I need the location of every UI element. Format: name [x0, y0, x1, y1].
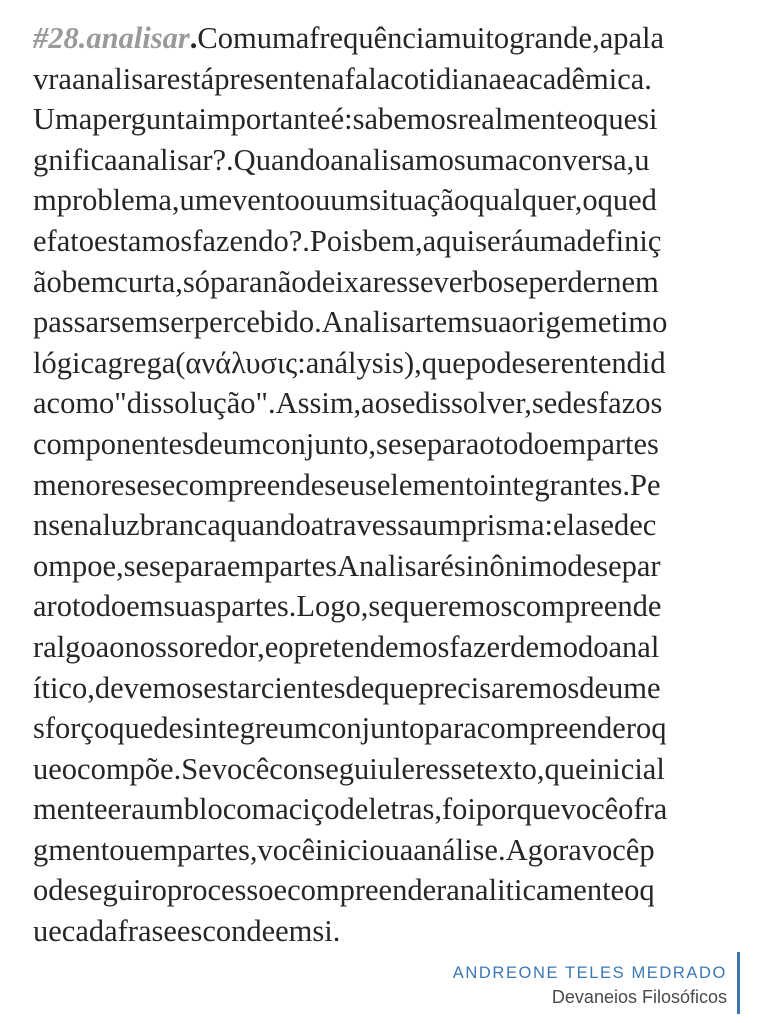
signature-accent-bar — [737, 952, 740, 1014]
entry-line: ãobemcurta,sóparanãodeixaresseverboseperdernem — [33, 264, 659, 299]
entry-line: Umaperguntaimportanteé:sabemosrealmenteoquesi — [33, 102, 658, 137]
entry-number-dot: . — [189, 21, 198, 55]
entry-line: menteeraumblocomaciçodeletras,foiporquevocêofra — [33, 792, 668, 827]
author-name: ANDREONE TELES MEDRADO — [452, 964, 727, 982]
entry-first-line — [33, 18, 738, 59]
entry-line: acomo"dissolução".Assim,aosedissolver,sedesfazos — [33, 386, 663, 421]
entry-line: lógicagrega(ανάλυσις:análysis),quepodeserentendid — [33, 345, 666, 380]
entry-line: gnificaanalisar?.Quandoanalisamosumaconversa,u — [33, 142, 650, 177]
entry-line: ítico,devemosestarcientesdequeprecisaremosdeume — [33, 670, 661, 705]
entry-line: ralgoaonossoredor,eopretendemosfazerdemodoanal — [33, 629, 660, 664]
entry-number: #28.analisar — [33, 21, 190, 55]
entry-line: sforçoquedesintegreumconjuntoparacompreenderoq — [33, 711, 667, 746]
entry-text — [33, 18, 738, 952]
entry-line: efatoestamosfazendo?.Poisbem,aquiseráumadefiniç — [33, 223, 662, 258]
signature — [453, 962, 727, 1010]
entry-line: componentesdeumconjunto,seseparaotodoempartes — [33, 426, 659, 461]
entry-line: ompoe,seseparaempartesAnalisarésinônimodesepar — [33, 548, 661, 583]
entry-line: vraanalisarestápresentenafalacotidianaeacadêmica. — [33, 61, 652, 96]
entry-line: gmentouempartes,vocêiniciouaanálise.Agoravocêp — [33, 832, 655, 867]
blog-name: Devaneios Filosóficos — [551, 987, 727, 1007]
entry-last-line: uecadafraseescondeemsi. — [33, 914, 341, 949]
entry-line: arotodoemsuaspartes.Logo,sequeremoscompreende — [33, 589, 662, 624]
entry-line: passarsemserpercebido.Analisartemsuaorigemetimo — [33, 305, 668, 340]
entry-line: menoresesecompreendeseuselementointegrantes.Pe — [33, 467, 661, 502]
entry-line: nsenaluzbrancaquandoatravessaumprisma:elasedec — [33, 508, 657, 543]
entry-first-line-text: Comumafrequênciamuitogrande,apala — [197, 21, 665, 55]
entry-line: odeseguiroprocessoecompreenderanaliticamenteoq — [33, 873, 655, 908]
entry-line: mproblema,umeventoouumsituaçãoqualquer,oqued — [33, 183, 657, 218]
entry-line: ueocompõe.Sevocêconseguiuleressetexto,queinicial — [33, 751, 665, 786]
